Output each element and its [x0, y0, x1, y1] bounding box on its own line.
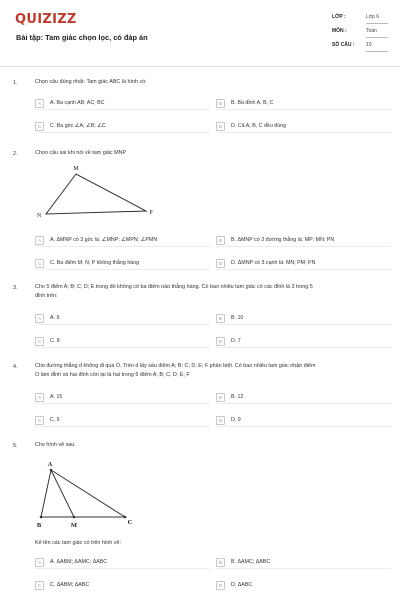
option-letter-box: A [35, 314, 44, 323]
divider [35, 109, 210, 110]
question-5-text: Cho hình vẽ sau: [35, 442, 76, 448]
vertex-label-b: B [36, 522, 42, 529]
option-letter-box: D [216, 416, 225, 425]
vertex-label-c: C [127, 519, 133, 526]
question-4-number: 4. [13, 364, 18, 370]
triangle-abc-shape [41, 470, 125, 517]
option-letter-box: D [216, 259, 225, 268]
option-letter-box: B [216, 236, 225, 245]
divider [35, 347, 210, 348]
option-text: B. Ba đỉnh A, B, C [231, 100, 274, 106]
divider [35, 568, 210, 569]
option-text: A. 15 [50, 394, 63, 400]
point-m [73, 516, 76, 519]
vertex-label-n: N [36, 213, 42, 219]
divider [216, 568, 391, 569]
divider [366, 23, 388, 24]
question-4-text-line-1: Cho đường thẳng d không đi qua O. Trên d lấy sáu điểm A; B; C; D; E; F phân biệt. Có bao nhiêu tam giác nhận điểm [35, 363, 316, 369]
option-letter-box: D [216, 122, 225, 131]
option-text: C. Ba điểm M; N; P không thẳng hàng [50, 260, 140, 266]
option-text: C. ΔABM; ΔABC [50, 582, 90, 588]
divider [216, 132, 391, 133]
option-letter-box: C [35, 259, 44, 268]
question-3-text-line-2: đỉnh trên: [35, 293, 58, 299]
divider [35, 132, 210, 133]
vertex-label-p: P [149, 210, 153, 216]
question-3-number: 3. [13, 285, 18, 291]
divider [366, 51, 388, 52]
option-text: A. Ba cạnh AB; AC; BC [50, 100, 105, 106]
question-4-text-line-2: O làm đỉnh và hai đỉnh còn lại là hai trong 6 điểm A; B; C; D; E; F [35, 372, 190, 378]
question-3-text [35, 283, 390, 301]
point-b [40, 516, 43, 519]
question-1-number: 1. [13, 80, 18, 86]
option-text: D. Cả A, B, C đều đúng [231, 123, 287, 129]
option-text: A. 9 [50, 315, 60, 321]
option-letter-box: B [216, 558, 225, 567]
option-letter-box: D [216, 337, 225, 346]
option-text: A. ΔMNP có 3 góc là: ∠MNP; ∠MPN; ∠PMN [50, 237, 158, 243]
question-1-text: Chọn câu đúng nhất: Tam giác ABC là hình có: [35, 79, 147, 85]
meta-subject-value: Toán [366, 28, 377, 34]
triangle-abc-figure [28, 456, 143, 532]
meta-subject [330, 26, 388, 38]
meta-count-label: SỐ CÂU : [332, 42, 355, 48]
quizizz-logo: QUIZIZZ [15, 12, 77, 27]
divider [216, 324, 391, 325]
divider [216, 246, 391, 247]
option-letter-box: C [35, 581, 44, 590]
divider [35, 403, 210, 404]
option-letter-box: B [216, 99, 225, 108]
divider [35, 324, 210, 325]
option-letter-box: B [216, 393, 225, 402]
option-letter-box: C [35, 122, 44, 131]
point-a [50, 469, 53, 472]
meta-count [330, 40, 388, 52]
question-2-text: Chọn câu sai khi nói về tam giác MNP [35, 150, 127, 156]
option-text: B. 10 [231, 315, 244, 321]
question-5-number: 5. [13, 443, 18, 449]
option-text: D. 7 [231, 338, 241, 344]
point-c [124, 516, 127, 519]
option-text: C. Ba góc ∠A; ∠B; ∠C [50, 123, 106, 129]
divider [35, 246, 210, 247]
option-letter-box: A [35, 393, 44, 402]
divider [216, 347, 391, 348]
vertex-label-a: A [47, 461, 53, 468]
vertex-label-m: M [70, 522, 78, 529]
option-text: D. ΔABC [231, 582, 253, 588]
meta-subject-label: MÔN : [332, 28, 347, 34]
option-text: C. 6 [50, 417, 60, 423]
divider [35, 269, 210, 270]
question-2-number: 2. [13, 151, 18, 157]
option-text: A. ΔABM; ΔAMC; ΔABC [50, 559, 108, 565]
divider [35, 426, 210, 427]
option-letter-box: A [35, 99, 44, 108]
option-letter-box: D [216, 581, 225, 590]
option-text: C. 8 [50, 338, 60, 344]
divider [366, 37, 388, 38]
option-text: D. 9 [231, 417, 241, 423]
page-title: Bài tập: Tam giác chọn lọc, có đáp án [16, 33, 148, 42]
meta-count-value: 10 [366, 42, 372, 48]
divider [216, 403, 391, 404]
option-text: D. ΔMNP có 3 cạnh là: MN; PM; PN [231, 260, 316, 266]
option-letter-box: C [35, 416, 44, 425]
option-letter-box: B [216, 314, 225, 323]
header-divider [0, 66, 400, 67]
triangle-mnp-figure [30, 162, 165, 224]
meta-grade-value: Lớp 6 [366, 14, 380, 20]
divider [216, 426, 391, 427]
option-text: B. 12 [231, 394, 244, 400]
vertex-label-m: M [73, 166, 79, 172]
option-letter-box: A [35, 558, 44, 567]
divider [216, 269, 391, 270]
meta-grade [330, 12, 388, 24]
triangle-mnp-shape [46, 174, 146, 214]
meta-grade-label: LỚP : [332, 14, 346, 20]
question-5-subtext: Kể tên các tam giác có trên hình vẽ: [35, 540, 121, 546]
question-4-text [35, 362, 390, 380]
option-text: B. ΔMNP có 3 đường thẳng là: MP; MN; PN [231, 237, 335, 243]
question-3-text-line-1: Cho 5 điểm A; B; C; D; E trong đó không có ba điểm nào thẳng hàng. Có bao nhiêu tam giác có các đỉnh là 3 trong 5 [35, 284, 313, 290]
option-text: B. ΔAMC; ΔABC [231, 559, 271, 565]
divider [216, 109, 391, 110]
option-letter-box: C [35, 337, 44, 346]
option-letter-box: A [35, 236, 44, 245]
